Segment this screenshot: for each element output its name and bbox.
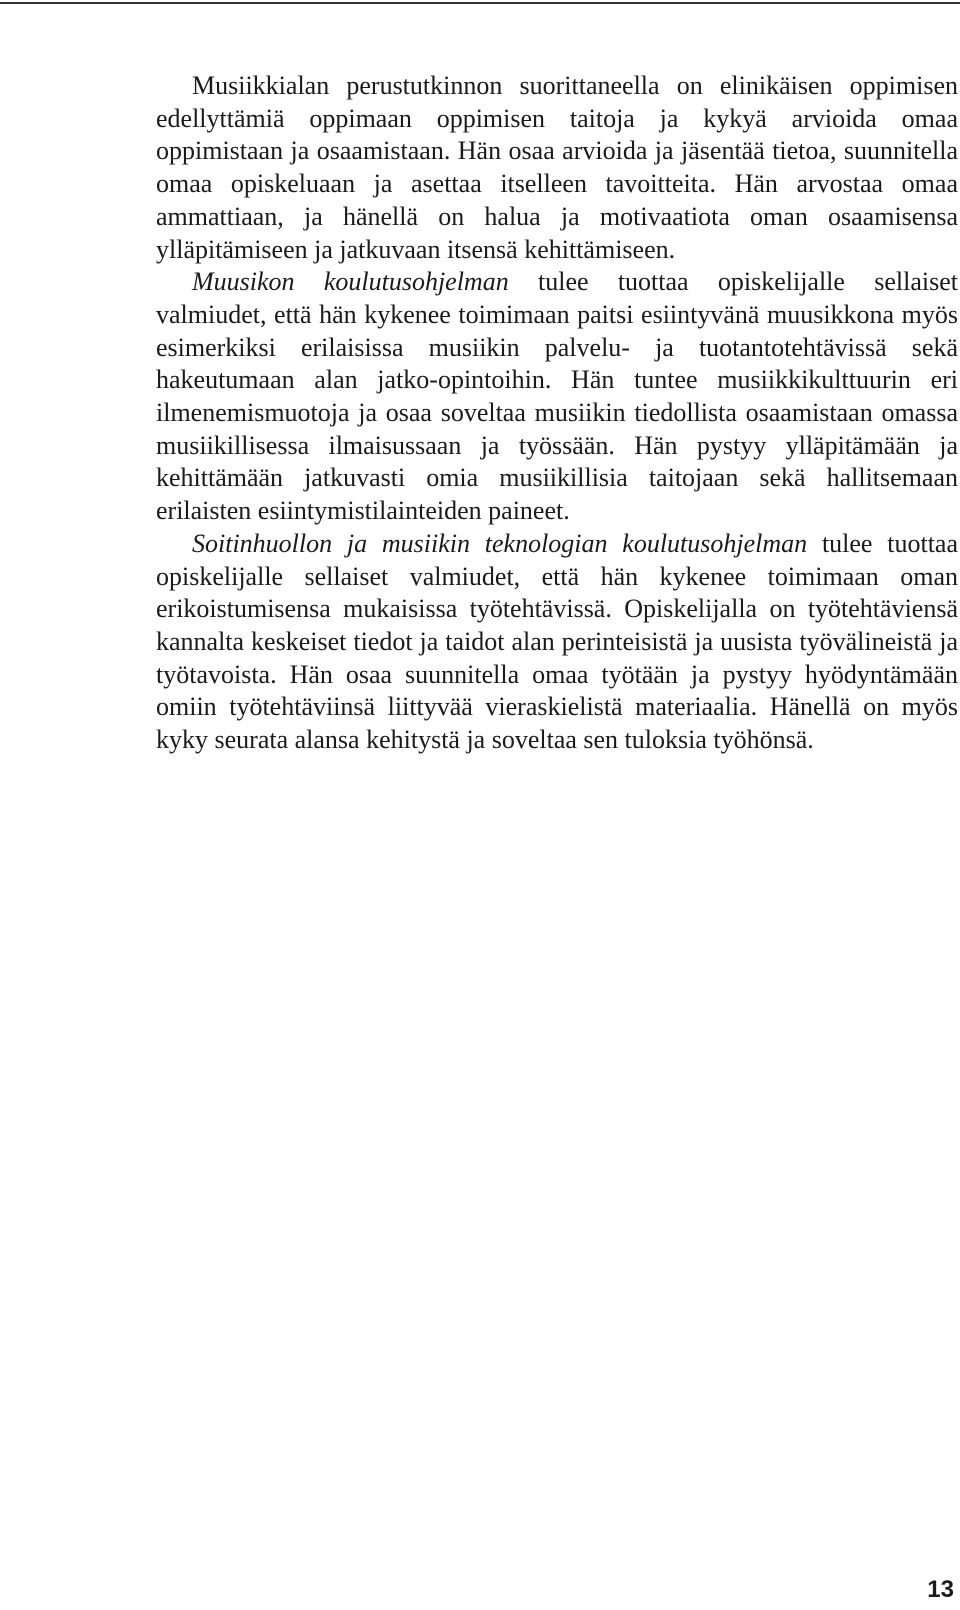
paragraph-text: tulee tuottaa opiskelijalle sellaiset valmiudet, että hän kykenee toimimaan oman erikoistumisensa mukaisissa työtehtävissä. Opiskelijalla on työtehtäviensä kannalta keskeiset tiedot ja taidot alan perinteisistä ja uusista työvälineistä ja työtavoista. Hän osaa suunnitella omaa työtään ja pystyy hyödyntämään omiin työtehtäviinsä liittyvää vieraskielistä materiaalia. Hänellä on myös kyky seurata alansa kehitystä ja soveltaa sen tuloksia työhönsä.	[156, 528, 958, 755]
programme-name-musician: Muusikon koulutusohjelman	[192, 267, 509, 297]
paragraph-text: Musiikkialan perustutkinnon suorittaneella on elinikäisen oppimisen edellyttämiä oppimaan oppimisen taitoja ja kykyä arvioida omaa oppimistaan ja osaamistaan. Hän osaa arvioida ja jäsentää tietoa, suunnitella omaa opiskeluaan ja asettaa itselleen tavoitteita. Hän arvostaa omaa ammattiaan, ja hänellä on halua ja motivaatiota oman osaamisensa ylläpitämiseen ja jatkuvaan itsensä kehittämiseen.	[156, 71, 958, 264]
paragraph-musician-programme	[156, 266, 958, 528]
body-text	[156, 70, 958, 757]
paragraph-text: tulee tuottaa opiskelijalle sellaiset valmiudet, että hän kykenee toimimaan paitsi esiintyvänä muusikkona myös esimerkiksi erilaisissa musiikin palvelu- ja tuotantotehtävissä sekä hakeutumaan alan jatko-opintoihin. Hän tuntee musiikkikulttuurin eri ilmenemismuotoja ja osaa soveltaa musiikin tiedollista osaamistaan omassa musiikillisessa ilmaisussaan ja työssään. Hän pystyy ylläpitämään ja kehittämään jatkuvasti omia musiikillisia taitojaan sekä hallitsemaan erilaisten esiintymistilainteiden paineet.	[156, 267, 958, 526]
programme-name-instrument-tech: Soitinhuollon ja musiikin teknologian koulutusohjelman	[192, 528, 808, 558]
top-rule	[0, 2, 960, 4]
page-number: 13	[927, 1576, 954, 1603]
paragraph-instrument-tech-programme	[156, 528, 958, 757]
paragraph-lifelong-learning	[156, 70, 958, 266]
